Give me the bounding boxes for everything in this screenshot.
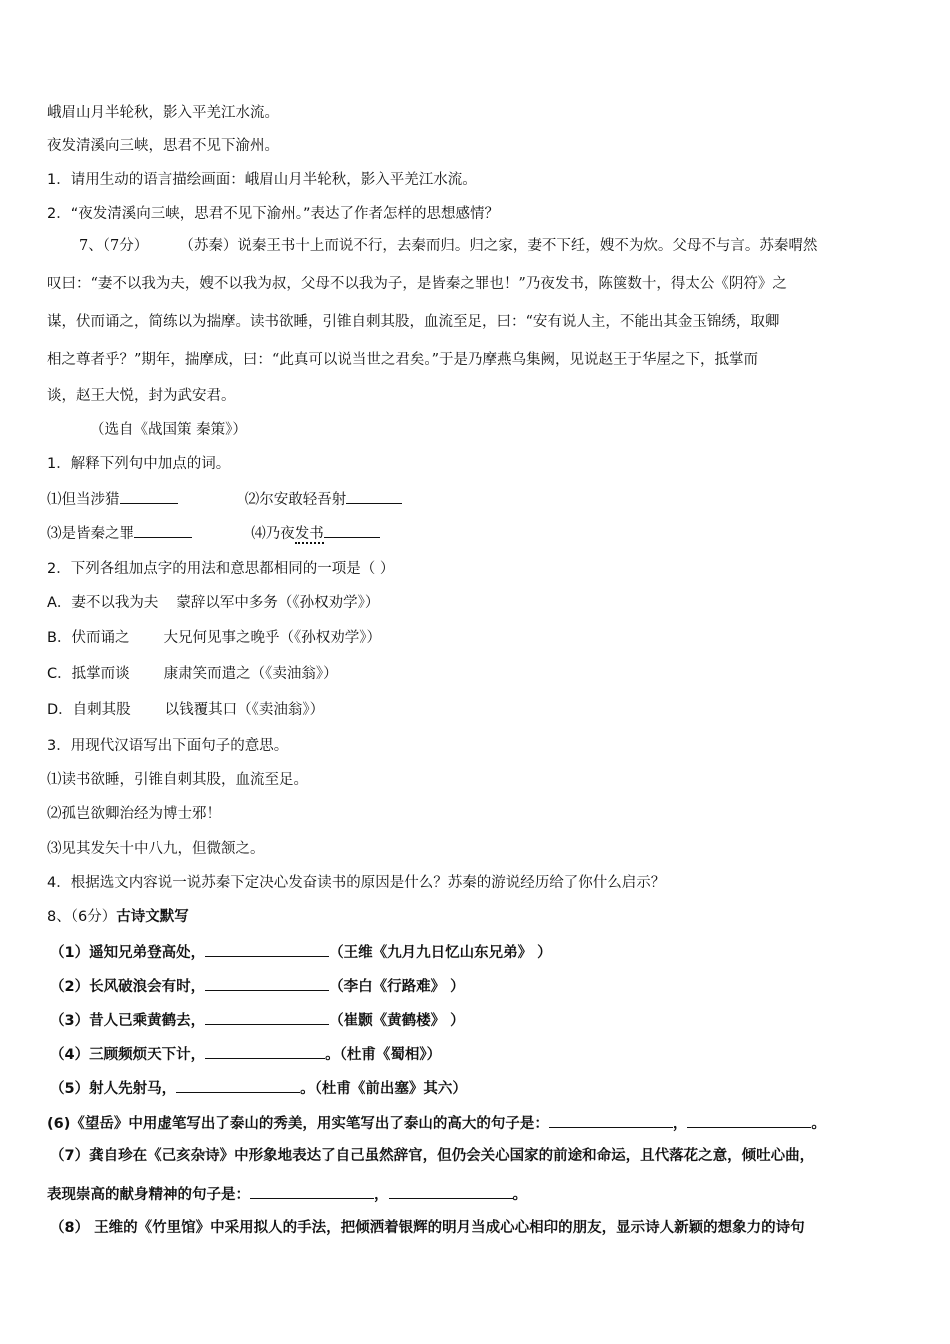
- q8-line-3-source: （崔颢《黄鹤楼》 ）: [329, 1013, 465, 1029]
- q8-line-7-text: 表现崇高的献身精神的句子是：: [47, 1187, 250, 1203]
- q8-title: 古诗文默写: [116, 909, 189, 925]
- q7-sub2-option-a: [47, 593, 379, 613]
- answer-blank[interactable]: [176, 1077, 300, 1093]
- q8-line-6-sep: ，: [672, 1116, 688, 1132]
- q8-line-4-source: 。（杜甫《蜀相》）: [325, 1047, 442, 1063]
- q8-line-4: [50, 1043, 441, 1065]
- q7-sub2-option-d: [47, 700, 324, 720]
- q7-source: （选自《战国策 秦策》）: [90, 422, 247, 438]
- answer-blank[interactable]: [205, 941, 329, 957]
- answer-blank[interactable]: [687, 1112, 811, 1128]
- q7-header: [79, 236, 817, 256]
- answer-blank[interactable]: [120, 488, 178, 504]
- q8-line-2-text: （2）长风破浪会有时，: [50, 979, 206, 995]
- q8-line-6: [47, 1112, 826, 1134]
- q8-line-6-end: 。: [811, 1116, 826, 1132]
- q7-sub1-item3: ⑶是皆秦之罪: [47, 526, 134, 542]
- q7-sub1-item4-dotted: 发书: [294, 526, 324, 542]
- answer-blank[interactable]: [389, 1183, 513, 1199]
- poem-line-1: 峨眉山月半轮秋，影入平羌江水流。: [47, 105, 279, 121]
- answer-blank[interactable]: [549, 1112, 673, 1128]
- poem-question-2: 2．“夜发清溪向三峡，思君不见下渝州。”表达了作者怎样的思想感情？: [47, 206, 499, 222]
- option-b-left: B．伏而诵之: [47, 630, 130, 646]
- answer-blank[interactable]: [134, 522, 192, 538]
- q7-passage-line-3: 谋，伏而诵之，简练以为揣摩。读书欲睡，引锥自刺其股，血流至足，曰：“安有说人主，不能出其金玉锦绣，取卿: [47, 314, 780, 330]
- option-a-right: 蒙辞以军中多务（《孙权劝学》）: [176, 595, 380, 611]
- option-c-left: C．抵掌而谈: [47, 666, 130, 682]
- q8-line-7-sep: ，: [374, 1187, 389, 1203]
- q7-sub2-prompt: 2．下列各组加点字的用法和意思都相同的一项是（ ）: [47, 561, 395, 577]
- q8-line-7-end: 。: [512, 1187, 527, 1203]
- q7-passage-line-1: （苏秦）说秦王书十上而说不行，去秦而归。归之家，妻不下纴，嫂不为炊。父母不与言。苏秦喟然: [179, 238, 818, 254]
- q8-line-7b: [47, 1183, 527, 1205]
- q7-sub1-row2: [47, 522, 380, 544]
- answer-blank[interactable]: [250, 1183, 374, 1199]
- q7-passage-line-4: 相之尊者乎？”期年，揣摩成，曰：“此真可以说当世之君矣。”于是乃摩燕乌集阙，见说赵王于华屋之下，抵掌而: [47, 352, 758, 368]
- option-b-right: 大兄何见事之晚乎（《孙权劝学》）: [163, 630, 381, 646]
- option-a-left: A．妻不以我为夫: [47, 595, 159, 611]
- q8-line-1: [50, 941, 552, 963]
- q7-sub2-option-c: [47, 664, 338, 684]
- q8-number: 8、（6分）: [47, 909, 117, 925]
- q8-line-2: [50, 975, 465, 997]
- q8-line-1-source: （王维《九月九日忆山东兄弟》 ）: [329, 945, 552, 961]
- q8-line-5-source: 。（杜甫《前出塞》其六）: [300, 1081, 467, 1097]
- q8-line-2-source: （李白《行路难》 ）: [329, 979, 465, 995]
- q8-line-3-text: （3）昔人已乘黄鹤去，: [50, 1013, 206, 1029]
- q8-line-7a: （7）龚自珍在《己亥杂诗》中形象地表达了自己虽然辞官，但仍会关心国家的前途和命运，且代落花之意，倾吐心曲，: [50, 1148, 815, 1164]
- q8-line-8: （8） 王维的《竹里馆》中采用拟人的手法，把倾洒着银辉的明月当成心心相印的朋友，显示诗人新颖的想象力的诗句: [50, 1220, 805, 1236]
- answer-blank[interactable]: [324, 522, 380, 538]
- q8-line-5: [50, 1077, 467, 1099]
- q7-passage-line-5: 谈，赵王大悦，封为武安君。: [47, 388, 236, 404]
- q7-sub1-prompt: 1．解释下列句中加点的词。: [47, 456, 231, 472]
- q7-sub1-item1: ⑴但当涉猎: [47, 492, 120, 508]
- q7-sub3-prompt: 3．用现代汉语写出下面句子的意思。: [47, 738, 289, 754]
- q7-sub3-s3: ⑶见其发矢十中八九，但微颔之。: [47, 841, 265, 857]
- q7-passage-line-2: 叹曰：“妻不以我为夫，嫂不以我为叔，父母不以我为子，是皆秦之罪也！”乃夜发书，陈箧数十，得太公《阴符》之: [47, 276, 787, 292]
- q8-line-4-text: （4）三顾频烦天下计，: [50, 1047, 206, 1063]
- option-d-right: 以钱覆其口（《卖油翁》）: [164, 702, 325, 718]
- option-d-left: D．自刺其股: [47, 702, 131, 718]
- q7-sub1-row1: [47, 488, 402, 510]
- q7-number: 7、（7分）: [79, 238, 149, 254]
- q7-sub4-prompt: 4．根据选文内容说一说苏秦下定决心发奋读书的原因是什么？苏秦的游说经历给了你什么启示？: [47, 875, 666, 891]
- q7-sub3-s2: ⑵孤岂欲卿治经为博士邪！: [47, 806, 221, 822]
- q8-line-6-text: (6)《望岳》中用虚笔写出了泰山的秀美，用实笔写出了泰山的高大的句子是：: [47, 1116, 549, 1132]
- answer-blank[interactable]: [205, 1009, 329, 1025]
- answer-blank[interactable]: [205, 975, 329, 991]
- poem-line-2: 夜发清溪向三峡，思君不见下渝州。: [47, 138, 279, 154]
- q8-header: [47, 907, 189, 927]
- q7-sub3-s1: ⑴读书欲睡，引锥自刺其股，血流至足。: [47, 772, 308, 788]
- answer-blank[interactable]: [346, 488, 402, 504]
- q8-line-1-text: （1）遥知兄弟登高处，: [50, 945, 206, 961]
- option-c-right: 康肃笑而遣之（《卖油翁》）: [163, 666, 338, 682]
- poem-question-1: 1．请用生动的语言描绘画面：峨眉山月半轮秋，影入平羌江水流。: [47, 172, 477, 188]
- q7-sub1-item2: ⑵尔安敢轻吾射: [244, 492, 347, 508]
- q8-line-5-text: （5）射人先射马，: [50, 1081, 177, 1097]
- answer-blank[interactable]: [205, 1043, 325, 1059]
- q7-sub2-option-b: [47, 628, 381, 648]
- q7-sub1-item4-prefix: ⑷乃夜: [251, 526, 295, 542]
- q8-line-3: [50, 1009, 465, 1031]
